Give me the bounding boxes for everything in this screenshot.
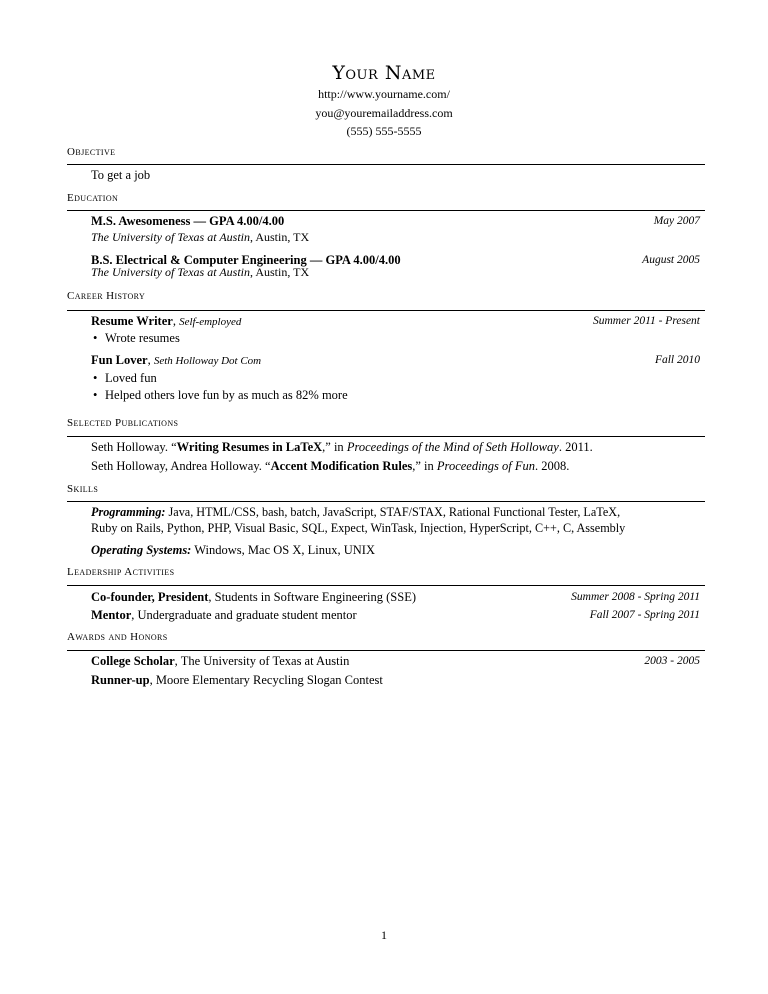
leadership-date: Fall 2007 - Spring 2011 (589, 609, 700, 621)
degree-title: B.S. Electrical & Computer Engineering — GPA 4.00/4.00 (91, 253, 401, 267)
award-date: 2003 - 2005 (644, 655, 700, 667)
education-school (91, 230, 309, 245)
leadership-item (91, 589, 700, 605)
section-divider (67, 585, 705, 586)
education-school (91, 265, 309, 280)
career-item (91, 313, 700, 330)
award-desc: , The University of Texas at Austin (174, 654, 350, 668)
section-divider (67, 501, 705, 502)
skills-label: Programming: (91, 505, 166, 519)
award-name: College Scholar (91, 654, 175, 668)
pub-authors: Seth Holloway. “ (91, 440, 177, 454)
award-item (91, 672, 700, 688)
separator: , (172, 314, 180, 328)
job-bullet: • Helped others love fun by as much as 82% more (105, 388, 348, 403)
pub-title: Writing Resumes in LaTeX (176, 440, 323, 454)
leadership-desc: , Students in Software Engineering (SSE) (208, 590, 416, 604)
phone-number: (555) 555-5555 (346, 124, 422, 138)
award-name: Runner-up (91, 673, 150, 687)
skills-list: Windows, Mac OS X, Linux, UNIX (191, 543, 375, 557)
job-date: Summer 2011 - Present (593, 315, 700, 327)
pub-year: . 2011. (558, 440, 593, 454)
pub-venue: Proceedings of Fun (436, 459, 536, 473)
education-date: August 2005 (642, 254, 700, 266)
separator: , (147, 353, 154, 367)
section-divider (67, 164, 705, 165)
objective-text: To get a job (91, 168, 151, 182)
leadership-role: Co-founder, President (91, 590, 209, 604)
school-location: , Austin, TX (250, 265, 310, 279)
career-item (91, 352, 700, 369)
resume-header (0, 61, 768, 141)
pub-title: Accent Modification Rules (270, 459, 413, 473)
section-divider (67, 650, 705, 651)
section-title-objective: Objective (67, 146, 116, 158)
job-org: Seth Holloway Dot Com (153, 355, 262, 367)
pub-connector: ,” in (412, 459, 437, 473)
section-title-education: Education (67, 192, 119, 204)
degree-title: M.S. Awesomeness — GPA 4.00/4.00 (91, 214, 285, 228)
skills-programming (91, 504, 700, 520)
pub-year: . 2008. (535, 459, 570, 473)
section-title-awards: Awards and Honors (67, 631, 168, 643)
leadership-item (91, 607, 700, 623)
job-role: Resume Writer (91, 314, 173, 328)
leadership-desc: , Undergraduate and graduate student mentor (131, 608, 357, 622)
skills-label: Operating Systems: (91, 543, 192, 557)
publication-item (91, 439, 700, 455)
job-role: Fun Lover (91, 353, 148, 367)
section-title-career: Career History (67, 290, 146, 302)
school-location: , Austin, TX (250, 230, 310, 244)
section-title-skills: Skills (67, 483, 99, 495)
pub-connector: ,” in (322, 440, 347, 454)
award-item (91, 653, 700, 669)
publication-item (91, 458, 700, 474)
leadership-date: Summer 2008 - Spring 2011 (571, 591, 700, 603)
award-desc: , Moore Elementary Recycling Slogan Contest (149, 673, 383, 687)
skills-programming-cont: Ruby on Rails, Python, PHP, Visual Basic, SQL, Expect, WinTask, Injection, HyperScript, C++, C, Assembly (91, 521, 626, 535)
page-number: 1 (381, 928, 387, 942)
pub-authors: Seth Holloway, Andrea Holloway. “ (91, 459, 271, 473)
section-title-publications: Selected Publications (67, 417, 179, 429)
education-item (91, 213, 700, 229)
section-divider (67, 210, 705, 211)
website-link[interactable]: http://www.yourname.com/ (318, 87, 450, 101)
school-name: The University of Texas at Austin (91, 230, 250, 244)
job-bullet: • Wrote resumes (105, 331, 180, 346)
section-divider (67, 436, 705, 437)
job-bullet: • Loved fun (105, 371, 157, 386)
job-date: Fall 2010 (654, 354, 700, 366)
education-date: May 2007 (653, 215, 700, 227)
school-name: The University of Texas at Austin (91, 265, 250, 279)
email-address[interactable]: you@youremailaddress.com (315, 105, 453, 120)
section-divider (67, 310, 705, 311)
job-org: Self-employed (179, 316, 242, 328)
skills-os (91, 542, 700, 558)
person-name: Your Name (332, 62, 436, 84)
skills-list: Java, HTML/CSS, bash, batch, JavaScript, STAF/STAX, Rational Functional Tester, LaTeX, (165, 505, 621, 519)
section-title-leadership: Leadership Activities (67, 566, 175, 578)
pub-venue: Proceedings of the Mind of Seth Holloway (346, 440, 559, 454)
leadership-role: Mentor (91, 608, 132, 622)
